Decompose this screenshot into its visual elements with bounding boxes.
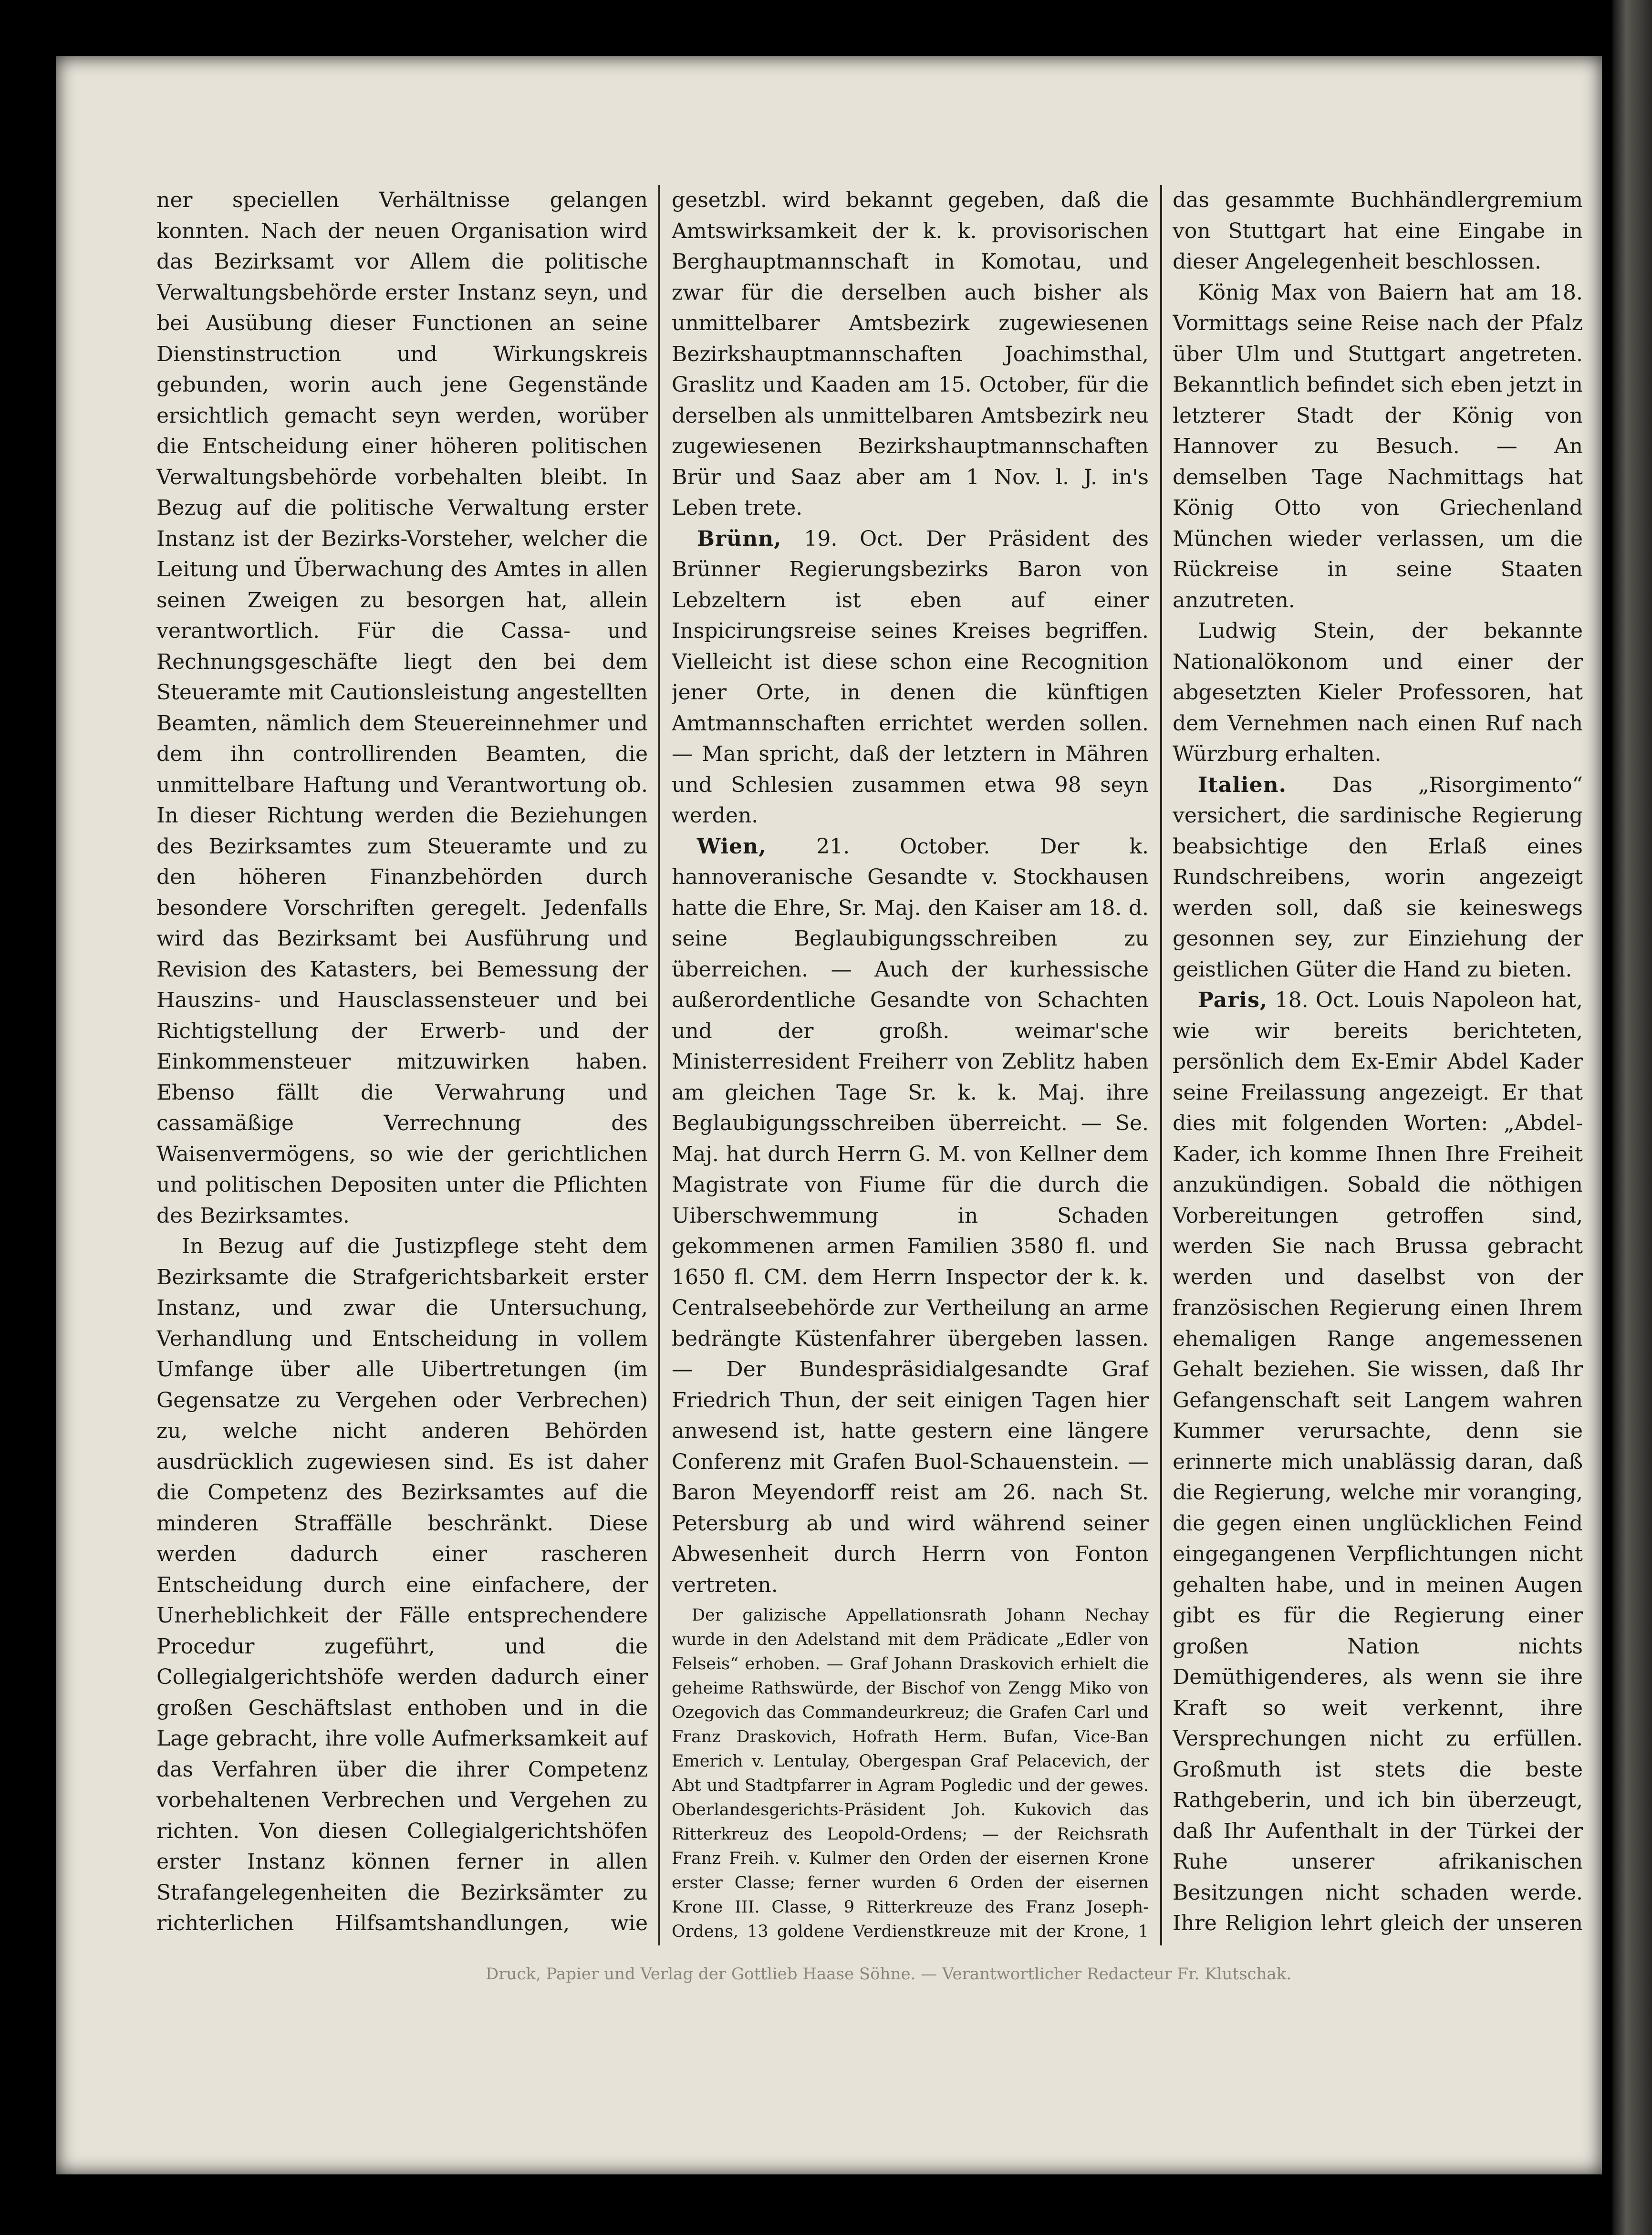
newspaper-page: [56, 56, 1602, 2174]
scan-edge: [1612, 0, 1652, 2235]
small-print-paragraph: Der galizische Appellationsrath Johann Nechay wurde in den Adelstand mit dem Prädicate „Edler von Felseis“ erhoben. — Graf Johann Draskovich erhielt die geheime Rathswürde, der Bischof von Zengg Miko von Ozegovich das Commandeurkreuz; die Grafen Carl und Franz Draskovich, Hofrath Herm. Bufan, Vice-Ban Emerich v. Lentulay, Obergespan Graf Pelacevich, der Abt und Stadtpfarrer in Agram Pogledic und der gewes. Oberlandesgerichts-Präsident Joh. Kukovich das Ritterkreuz des Leopold-Ordens; — der Reichsrath Franz Freih. v. Kulmer den Orden der eisernen Krone erster Classe; ferner wurden 6 Orden der eisernen Krone III. Classe, 9 Ritterkreuze des Franz Joseph-Ordens, 13 goldene Verdienstkreuze mit der Krone, 1: [672, 1606, 1149, 1941]
article-paragraph: [1173, 770, 1583, 986]
article-paragraph: ner speciellen Verhältnisse gelangen konnten. Nach der neuen Organisation wird das Bezirksamt vor Allem die politische Verwaltungsbehörde erster Instanz seyn, und bei Ausübung dieser Functionen an seine Dienstinstruction und Wirkungskreis gebunden, worin auch jene Gegenstände ersichtlich gemacht seyn werden, worüber die Entscheidung einer höheren politischen Verwaltungsbehörde vorbehalten bleibt. In Bezug auf die politische Verwaltung erster Instanz ist der Bezirks-Vorsteher, welcher die Leitung und Überwachung des Amtes in allen seinen Zweigen zu besorgen hat, allein verantwortlich. Für die Cassa- und Rechnungsgeschäfte liegt den bei dem Steueramte mit Cautionsleistung angestellten Beamten, nämlich dem Steuereinnehmer und dem ihn controllirenden Beamten, die unmittelbare Haftung und Verantwortung ob. In dieser Richtung werden die Beziehungen des Bezirksamtes zum Steueramte und zu den höheren Finanzbehörden durch besondere Vorschriften geregelt. Jedenfalls wird das Bezirksamt bei Ausführung und Revision des Katasters, bei Bemessung der Hauszins- und Hausclassensteuer und bei Richtigstellung der Erwerb- und der Einkommensteuer mitzuwirken haben. Ebenso fällt die Verwahrung und cassamäßige Verrechnung des Waisenvermögens, so wie der gerichtlichen und politischen Depositen unter die Pflichten des Bezirksamtes.: [156, 188, 648, 1228]
dateline: Brünn,: [696, 526, 782, 551]
paragraph-text: 18. Oct. Louis Napoleon hat, wie wir bereits berichteten, persönlich dem Ex-Emir Abdel Kader seine Freilassung angezeigt. Er that dies mit folgenden Worten: „Abdel-Kader, ich komme Ihnen Ihre Freiheit anzukündigen. Sobald die nöthigen Vorbereitungen getroffen sind, werden Sie nach Brussa gebracht werden und daselbst von der französischen Regierung einen Ihrem ehemaligen Range angemessenen Gehalt beziehen. Sie wissen, daß Ihr Gefangenschaft seit Langem wahren Kummer verursachte, denn sie erinnerte mich unablässig daran, daß die Regierung, welche mir voranging, die gegen einen unglücklichen Feind eingegangenen Verpflichtungen nicht gehalten habe, und in meinen Augen gibt es für die Regierung einer großen Nation nichts Demüthigenderes, als wenn sie ihre Kraft so weit verkennt, ihre Versprechungen nicht zu erfüllen. Großmuth ist stets die beste Rathgeberin, und ich bin überzeugt, daß Ihr Aufenthalt in der Türkei der Ruhe unserer afrikanischen Besitzungen nicht schaden werde. Ihre Religion lehrt gleich der unseren: [1173, 988, 1583, 1935]
article-paragraph: König Max von Baiern hat am 18. Vormittags seine Reise nach der Pfalz über Ulm und Stuttgart angetreten. Bekanntlich befindet sich eben jetzt in letzterer Stadt der König von Hannover zu Besuch. — An demselben Tage Nachmittags hat König Otto von Griechenland München wieder verlassen, um die Rückreise in seine Staaten anzutreten.: [1173, 280, 1583, 613]
article-paragraph: gesetzbl. wird bekannt gegeben, daß die Amtswirksamkeit der k. k. provisorischen Berghauptmannschaft in Komotau, und zwar für die derselben auch bisher als unmittelbarer Amtsbezirk zugewiesenen Bezirkshauptmannschaften Joachimsthal, Graslitz und Kaaden am 15. October, für die derselben als unmittelbaren Amtsbezirk neu zugewiesenen Bezirkshauptmannschaften Brür und Saaz aber am 1 Nov. l. J. in's Leben trete.: [672, 188, 1149, 520]
dateline: Wien,: [696, 834, 767, 859]
article-paragraph: Ludwig Stein, der bekannte Nationalökonom und einer der abgesetzten Kieler Professoren, hat dem Vernehmen nach einen Ruf nach Würzburg erhalten.: [1173, 619, 1583, 766]
article-paragraph: [672, 832, 1149, 1601]
bleed-through-imprint: Druck, Papier und Verlag der Gottlieb Haase Söhne. — Verantwortlicher Redacteur Fr. Klutschak.: [486, 1965, 1292, 1984]
column-divider: [1160, 185, 1162, 1945]
article-paragraph: [1173, 985, 1583, 1941]
section-heading: Italien.: [1197, 772, 1287, 797]
article-paragraph: [672, 524, 1149, 832]
paragraph-text: 19. Oct. Der Präsident des Brünner Regierungsbezirks Baron von Lebzeltern ist eben auf einer Inspicirungsreise seines Kreises begriffen. Vielleicht ist diese schon eine Recognition jener Orte, in denen die künftigen Amtmannschaften errichtet werden sollen. — Man spricht, daß der letztern in Mähren und Schlesien zusammen etwa 98 seyn werden.: [672, 526, 1149, 828]
paragraph-text: 21. October. Der k. hannoveranische Gesandte v. Stockhausen hatte die Ehre, Sr. Maj. den Kaiser am 18. d. seine Beglaubigungsschreiben zu überreichen. — Auch der kurhessische außerordentliche Gesandte von Schachten und der großh. weimar'sche Ministerresident Freiherr von Zeblitz haben am gleichen Tage Sr. k. k. Maj. ihre Beglaubigungsschreiben überreicht. — Se. Maj. hat durch Herrn G. M. von Kellner dem Magistrate von Fiume für die durch die Uiberschwemmung in Schaden gekommenen armen Familien 3580 fl. und 1650 fl. CM. dem Herrn Inspector der k. k. Centralseebehörde zur Vertheilung an arme bedrängte Küstenfahrer übergeben lassen. — Der Bundespräsidialgesandte Graf Friedrich Thun, der seit einigen Tagen hier anwesend ist, hatte gestern eine längere Conferenz mit Grafen Buol-Schauenstein. — Baron Meyendorff reist am 26. nach St. Petersburg ab und wird während seiner Abwesenheit durch Herrn von Fonton vertreten.: [672, 834, 1149, 1597]
column-3: [1173, 185, 1583, 1941]
article-paragraph: das gesammte Buchhändlergremium von Stuttgart hat eine Eingabe in dieser Angelegenheit beschlossen.: [1173, 188, 1583, 274]
article-paragraph: In Bezug auf die Justizpflege steht dem Bezirksamte die Strafgerichtsbarkeit erster Instanz, und zwar die Untersuchung, Verhandlung und Entscheidung in vollem Umfange über alle Uibertretungen (im Gegensatze zu Vergehen oder Verbrechen) zu, welche nicht anderen Behörden ausdrücklich zugewiesen sind. Es ist daher die Competenz des Bezirksamtes auf die minderen Straffälle beschränkt. Diese werden dadurch einer rascheren Entscheidung durch eine einfachere, der Unerheblichkeit der Fälle entsprechendere Procedur zugeführt, und die Collegialgerichtshöfe werden dadurch einer großen Geschäftslast enthoben und in die Lage gebracht, ihre volle Aufmerksamkeit auf das Verfahren über die ihrer Competenz vorbehaltenen Verbrechen und Vergehen zu richten. Von diesen Collegialgerichtshöfen erster Instanz können ferner in allen Strafangelegenheiten die Bezirksämter zu richterlichen Hilfsamtshandlungen, wie: [156, 1234, 648, 1935]
column-divider: [658, 185, 660, 1945]
column-2: [672, 185, 1149, 1941]
paragraph-text: Das „Risorgimento“ versichert, die sardinische Regierung beabsichtige den Erlaß eines Rundschreibens, worin angezeigt werden soll, daß sie keineswegs gesonnen sey, zur Einziehung der geistlichen Güter die Hand zu bieten.: [1173, 772, 1583, 982]
column-1: [156, 185, 648, 1941]
dateline: Paris,: [1197, 988, 1268, 1012]
